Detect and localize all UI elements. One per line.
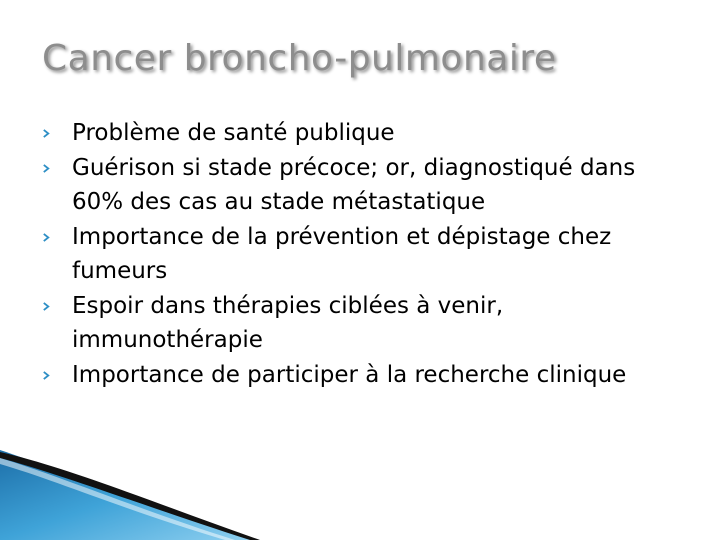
bullet-item — [42, 289, 682, 358]
bullet-item — [42, 220, 682, 289]
bullet-text: Importance de participer à la recherche clinique — [72, 361, 627, 388]
bullet-text: Importance de la prévention et dépistage chez fumeurs — [72, 223, 612, 284]
chevron-right-icon — [42, 129, 51, 138]
bullet-item — [42, 151, 682, 220]
bullet-item — [42, 116, 682, 151]
bullet-text: Espoir dans thérapies ciblées à venir, immunothérapie — [72, 292, 504, 353]
slide-title: Cancer broncho-pulmonaire — [42, 38, 557, 79]
bullet-text: Guérison si stade précoce; or, diagnostiqué dans 60% des cas au stade métastatique — [72, 154, 636, 215]
bullet-text: Problème de santé publique — [72, 120, 395, 146]
chevron-right-icon — [42, 233, 51, 242]
bullet-list — [42, 116, 682, 392]
chevron-right-icon — [42, 302, 51, 311]
corner-swoosh-decoration — [0, 450, 260, 540]
chevron-right-icon — [42, 371, 51, 380]
bullet-item — [42, 358, 682, 393]
chevron-right-icon — [42, 164, 51, 173]
